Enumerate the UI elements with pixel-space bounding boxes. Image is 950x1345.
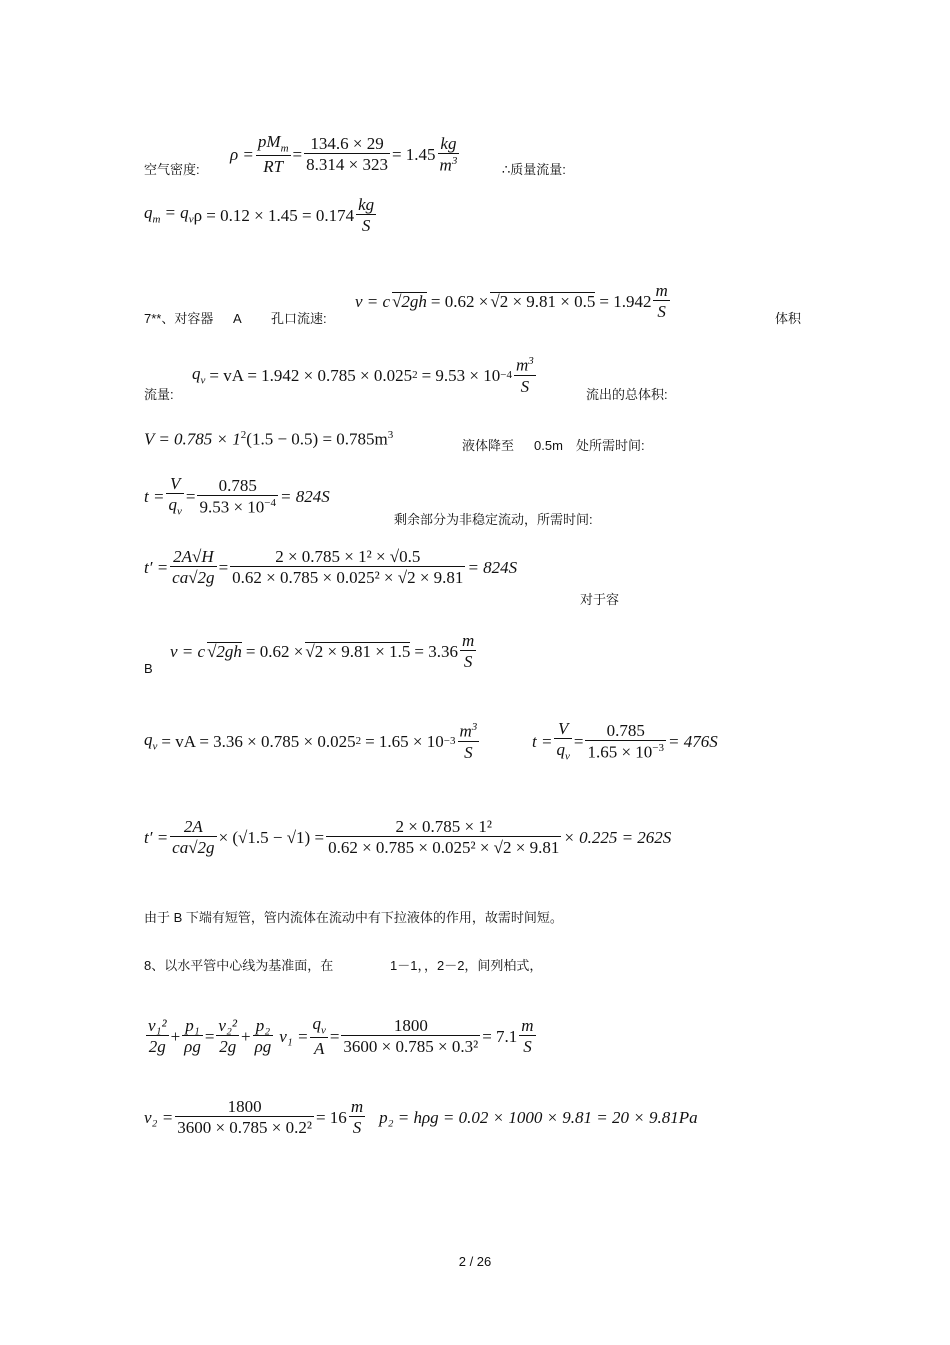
volume-flow-equation: $q_v$ = vA = 1.942 × 0.785 × 0.025 2 = 9.53 × 10 −4 $\frac{m^3}{S}$ (192, 355, 534, 396)
density-frac-1: $\frac{pM_m}{RT}$ (257, 132, 289, 177)
drop-label-1: 液体降至 (462, 438, 515, 453)
volume-flow-b-equation: $q_v$ = vA = 3.36 × 0.785 × 0.025 2 = 1.65 × 10 −3 $\frac{m^3}{S}$ (144, 721, 478, 762)
q8-sections: 1－1，，2－2，间列柏式， (390, 958, 543, 973)
drop-label-3: 处所需时间: (576, 438, 645, 453)
total-volume-label: 流出的总体积: (586, 387, 668, 402)
q8-prefix: 8、以水平管中心线为基准面，在 (144, 958, 334, 973)
density-lhs: ρ = (230, 144, 254, 164)
volume-equation: $V = 0.785 \times 1^2(1.5 - 0.5) = 0.785m^3$ (144, 429, 394, 449)
density-equation (230, 133, 461, 175)
unsteady-time-equation: t′ = $\frac{2A√H}{ca√2g}$ = $\frac{\text{2 × 0.785 × 1² × √0.5}}{\text{0.62 × 0.785 × 0.025² × √2 × 9.81}}$ = 824S (144, 547, 518, 587)
explanation-text: 由于 B 下端有短管，管内流体在流动中有下拉液体的作用，故需时间短。 (144, 910, 563, 925)
page-number: 2 / 26 (458, 1254, 492, 1269)
bernoulli-equation: $\frac{\text{v₁²}}{2g}$ + $\frac{\text{p₁}}{\rho g}$ = $\frac{\text{v₂²}}{2g}$ + $\frac{\text{p₂}}{\rho g}$ v₁ = $\frac{q_v}{A}$ = $\frac{1800}{\text{3600 × 0.785 × 0.3²}}$ = 7.1 $\frac{m}{S}$ (148, 1014, 534, 1059)
mass-flow-unit: $\frac{kg}{S}$ (358, 195, 375, 235)
orifice-velocity-equation: v = c √2gh = 0.62 × √2 × 9.81 × 0.5 = 1.942 $\frac{m}{S}$ (355, 281, 668, 321)
equals-sign: = (292, 144, 303, 164)
remaining-flow-label: 剩余部分为非稳定流动，所需时间: (394, 512, 593, 527)
mass-flow-label: ∴质量流量: (502, 162, 566, 177)
density-frac-2: $\frac{134.6 \times 29}{8.314 \times 323}$ (306, 134, 388, 175)
flow-label: 流量: (144, 387, 174, 402)
density-label: 空气密度: (144, 162, 200, 177)
q7-orifice-label: 孔口流速: (271, 311, 327, 326)
q7-volume-label: 体积 (775, 311, 802, 326)
for-container-label: 对于容 (580, 592, 620, 607)
drain-time-b-equation: t = $\frac{V}{q_v}$ = $\frac{0.785}{1.65 \times 10^{-3}}$ = 476S (532, 719, 718, 763)
mass-flow-equation: $q_m$ = $q_v$ ρ = 0.12 × 1.45 = 0.174 $\frac{kg}{S}$ (144, 195, 375, 235)
p2-equation: p₂ = hρg = 0.02 × 1000 × 9.81 = 20 × 9.81Pa (379, 1107, 698, 1127)
q7-container-a: A (233, 311, 242, 326)
drop-label-2: 0.5m (534, 438, 563, 453)
unsteady-time-b-equation: t′ = $\frac{2A}{ca√2g}$ × (√1.5 − √1) = $\frac{\text{2 × 0.785 × 1²}}{\text{0.62 × 0.785 × 0.025² × √2 × 9.81}}$ × 0.225 = 262S (144, 817, 672, 857)
q7-prefix: 7**、对容器 (144, 311, 214, 326)
density-result: = 1.45 (391, 144, 436, 164)
drain-time-equation: t = $\frac{V}{q_v}$ = $\frac{0.785}{9.53 \times 10^{-4}}$ = 824S (144, 474, 330, 518)
container-b-label: B (144, 661, 153, 676)
density-unit: $\frac{kg}{m^3}$ (439, 133, 458, 175)
v2-equation: v₂ = $\frac{1800}{\text{3600 × 0.785 × 0.2²}}$ = 16 $\frac{m}{S}$ p₂ = hρg = 0.02 × 1000 × 9.81 = 20 × 9.81Pa (144, 1097, 698, 1137)
orifice-velocity-b-equation: v = c √2gh = 0.62 × √2 × 9.81 × 1.5 = 3.36 $\frac{m}{S}$ (170, 631, 475, 671)
